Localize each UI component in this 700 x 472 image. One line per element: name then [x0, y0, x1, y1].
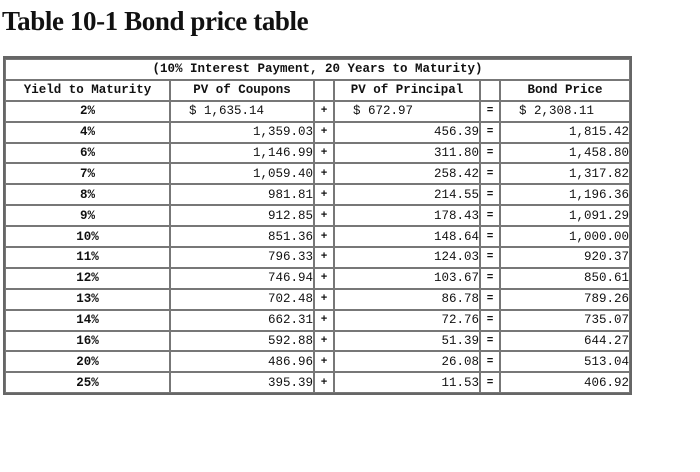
pv-coupons-cell: 912.85 — [170, 205, 314, 226]
pv-principal-cell: 72.76 — [334, 310, 480, 331]
bond-price-cell: 1,091.29 — [500, 205, 630, 226]
table-row — [5, 289, 630, 310]
pv-coupons-cell: 702.48 — [170, 289, 314, 310]
bond-price-cell: 920.37 — [500, 247, 630, 268]
plus-sign: + — [314, 331, 334, 352]
table-row — [5, 351, 630, 372]
table-row — [5, 310, 630, 331]
table-row — [5, 163, 630, 184]
pv-coupons-cell: $ 1,635.14 — [170, 101, 314, 122]
plus-sign: + — [314, 143, 334, 164]
bond-price-cell: 1,000.00 — [500, 226, 630, 247]
page-title: Table 10-1 Bond price table — [2, 6, 309, 36]
table-row — [5, 226, 630, 247]
plus-sign: + — [314, 122, 334, 143]
pv-principal-cell: 214.55 — [334, 184, 480, 205]
header-eq-col — [480, 80, 500, 101]
equals-sign: = — [480, 184, 500, 205]
yield-cell: 20% — [5, 351, 170, 372]
bond-price-cell: 513.04 — [500, 351, 630, 372]
header-plus-col — [314, 80, 334, 101]
pv-principal-cell: 178.43 — [334, 205, 480, 226]
bond-price-cell: 850.61 — [500, 268, 630, 289]
table-row — [5, 268, 630, 289]
plus-sign: + — [314, 205, 334, 226]
pv-coupons-cell: 796.33 — [170, 247, 314, 268]
yield-cell: 12% — [5, 268, 170, 289]
equals-sign: = — [480, 310, 500, 331]
pv-coupons-cell: 1,146.99 — [170, 143, 314, 164]
pv-principal-cell: 148.64 — [334, 226, 480, 247]
table-caption: (10% Interest Payment, 20 Years to Maturity) — [5, 59, 630, 80]
pv-principal-cell: 26.08 — [334, 351, 480, 372]
bond-price-cell: 789.26 — [500, 289, 630, 310]
bond-price-cell: 1,317.82 — [500, 163, 630, 184]
table-caption-row — [5, 59, 630, 80]
header-pv-coupons: PV of Coupons — [170, 80, 314, 101]
table-row — [5, 143, 630, 164]
yield-cell: 25% — [5, 372, 170, 393]
pv-coupons-cell: 851.36 — [170, 226, 314, 247]
table-row — [5, 205, 630, 226]
equals-sign: = — [480, 247, 500, 268]
table-row — [5, 184, 630, 205]
plus-sign: + — [314, 184, 334, 205]
yield-cell: 2% — [5, 101, 170, 122]
yield-cell: 8% — [5, 184, 170, 205]
pv-coupons-cell: 662.31 — [170, 310, 314, 331]
yield-cell: 14% — [5, 310, 170, 331]
pv-coupons-cell: 592.88 — [170, 331, 314, 352]
pv-principal-cell: 51.39 — [334, 331, 480, 352]
equals-sign: = — [480, 205, 500, 226]
table-row — [5, 247, 630, 268]
equals-sign: = — [480, 372, 500, 393]
equals-sign: = — [480, 351, 500, 372]
table-row — [5, 122, 630, 143]
yield-cell: 4% — [5, 122, 170, 143]
pv-coupons-cell: 1,359.03 — [170, 122, 314, 143]
equals-sign: = — [480, 331, 500, 352]
yield-cell: 7% — [5, 163, 170, 184]
equals-sign: = — [480, 289, 500, 310]
pv-principal-cell: 124.03 — [334, 247, 480, 268]
table-row — [5, 372, 630, 393]
bond-price-cell: 1,458.80 — [500, 143, 630, 164]
bond-price-cell: 735.07 — [500, 310, 630, 331]
pv-principal-cell: 456.39 — [334, 122, 480, 143]
table-header-row — [5, 80, 630, 101]
pv-coupons-cell: 746.94 — [170, 268, 314, 289]
plus-sign: + — [314, 351, 334, 372]
bond-price-cell: 1,815.42 — [500, 122, 630, 143]
plus-sign: + — [314, 310, 334, 331]
bond-price-cell: 1,196.36 — [500, 184, 630, 205]
pv-coupons-cell: 395.39 — [170, 372, 314, 393]
plus-sign: + — [314, 163, 334, 184]
plus-sign: + — [314, 268, 334, 289]
yield-cell: 9% — [5, 205, 170, 226]
plus-sign: + — [314, 289, 334, 310]
yield-cell: 6% — [5, 143, 170, 164]
equals-sign: = — [480, 143, 500, 164]
plus-sign: + — [314, 101, 334, 122]
bond-price-cell: 644.27 — [500, 331, 630, 352]
pv-principal-cell: 11.53 — [334, 372, 480, 393]
pv-principal-cell: 86.78 — [334, 289, 480, 310]
pv-coupons-cell: 1,059.40 — [170, 163, 314, 184]
pv-coupons-cell: 486.96 — [170, 351, 314, 372]
table-row — [5, 101, 630, 122]
bond-price-cell: 406.92 — [500, 372, 630, 393]
equals-sign: = — [480, 122, 500, 143]
pv-principal-cell: 258.42 — [334, 163, 480, 184]
equals-sign: = — [480, 163, 500, 184]
plus-sign: + — [314, 247, 334, 268]
yield-cell: 13% — [5, 289, 170, 310]
yield-cell: 16% — [5, 331, 170, 352]
table-row — [5, 331, 630, 352]
header-bond-price: Bond Price — [500, 80, 630, 101]
equals-sign: = — [480, 268, 500, 289]
pv-coupons-cell: 981.81 — [170, 184, 314, 205]
plus-sign: + — [314, 372, 334, 393]
equals-sign: = — [480, 101, 500, 122]
yield-cell: 11% — [5, 247, 170, 268]
yield-cell: 10% — [5, 226, 170, 247]
header-yield: Yield to Maturity — [5, 80, 170, 101]
bond-price-cell: $ 2,308.11 — [500, 101, 630, 122]
bond-price-table — [3, 56, 632, 395]
pv-principal-cell: 103.67 — [334, 268, 480, 289]
plus-sign: + — [314, 226, 334, 247]
pv-principal-cell: $ 672.97 — [334, 101, 480, 122]
equals-sign: = — [480, 226, 500, 247]
pv-principal-cell: 311.80 — [334, 143, 480, 164]
header-pv-principal: PV of Principal — [334, 80, 480, 101]
